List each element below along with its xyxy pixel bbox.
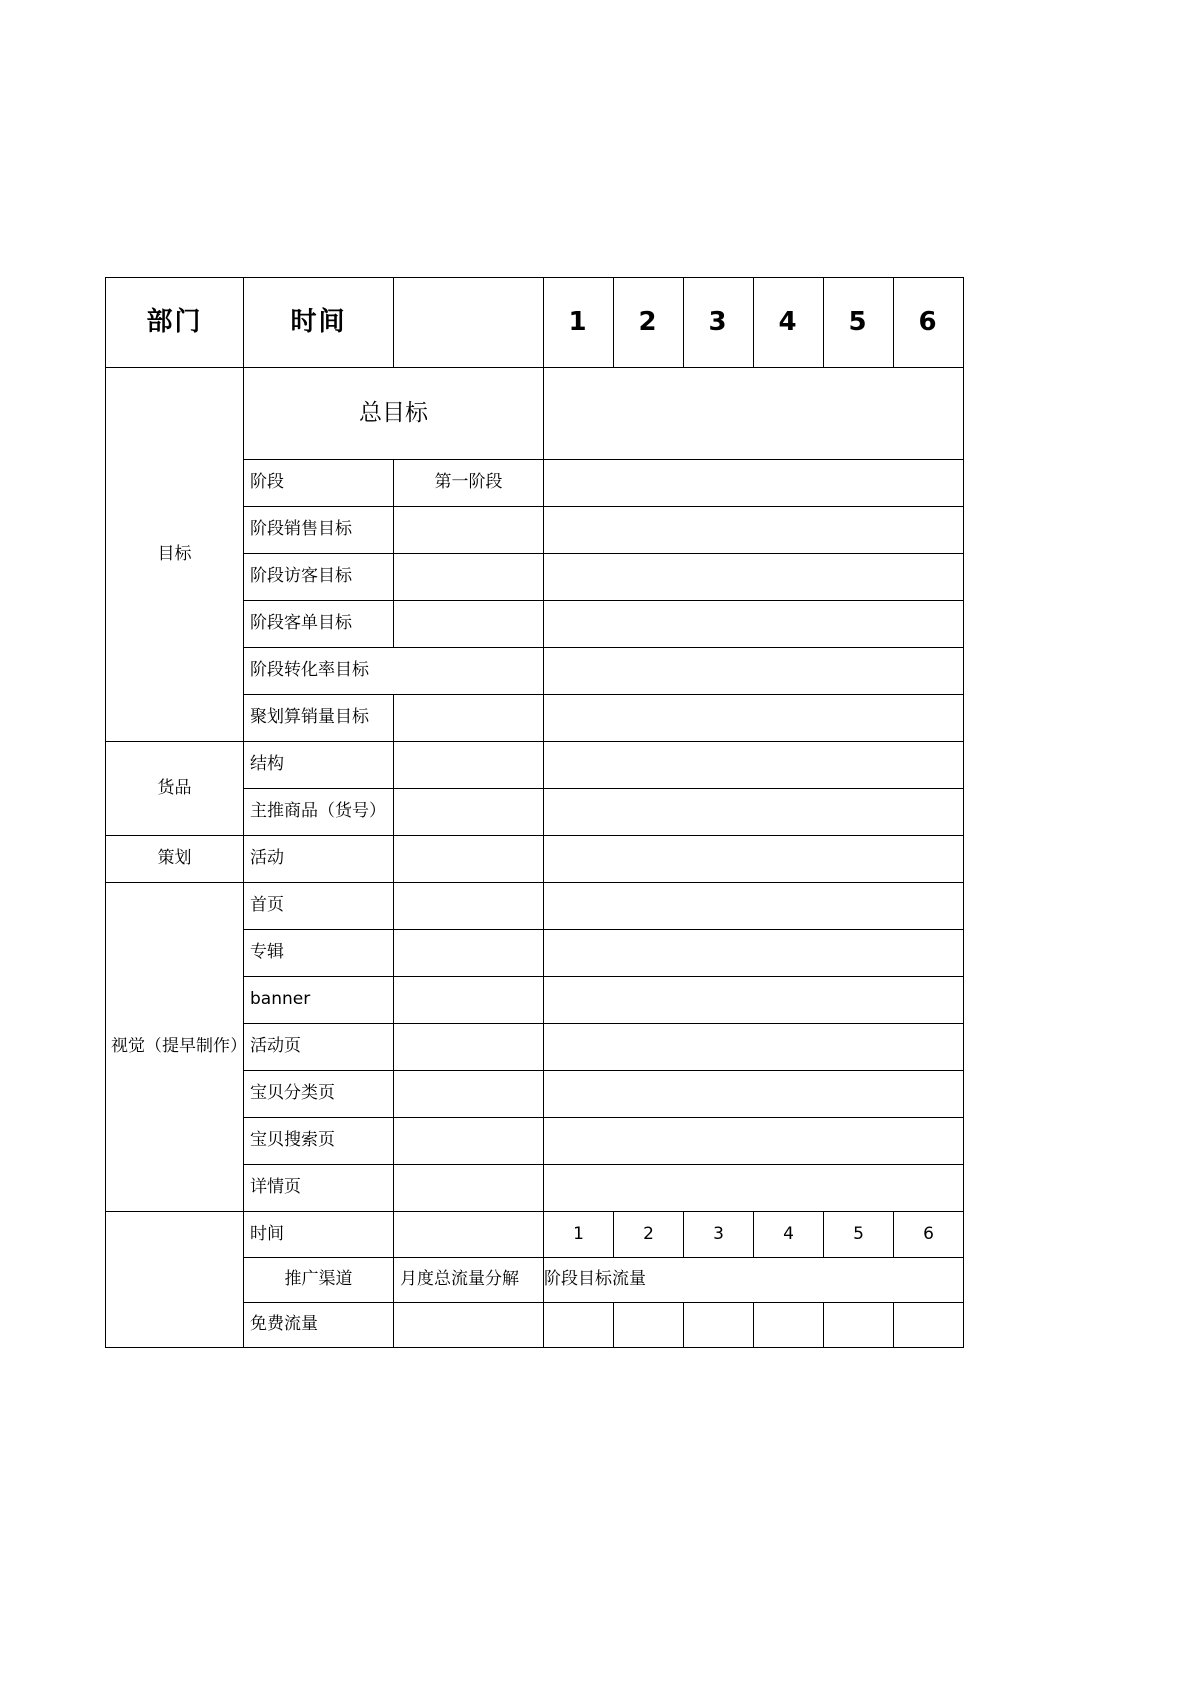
row-label-stage-sales-goal: 阶段销售目标 bbox=[250, 519, 352, 540]
row-label-cell bbox=[244, 460, 394, 507]
row-span-cell[interactable] bbox=[544, 601, 964, 648]
header-cell-month-6 bbox=[894, 278, 964, 368]
row-value-cell[interactable] bbox=[394, 789, 544, 836]
row-value-cell[interactable] bbox=[394, 1212, 544, 1258]
row-value-cell[interactable] bbox=[394, 1303, 544, 1348]
header-label-time: 时间 bbox=[290, 306, 347, 337]
row-label-cell bbox=[244, 742, 394, 789]
promo-month-cell-3[interactable] bbox=[684, 1212, 754, 1258]
header-label-month-2: 2 bbox=[638, 306, 659, 337]
stage-target-traffic-cell[interactable] bbox=[544, 1258, 964, 1303]
row-value-cell[interactable] bbox=[394, 1024, 544, 1071]
row-label-stage: 阶段 bbox=[250, 472, 284, 493]
row-label-album: 专辑 bbox=[250, 942, 284, 963]
row-span-cell[interactable] bbox=[544, 742, 964, 789]
table-row bbox=[106, 883, 964, 930]
header-cell-month-2 bbox=[614, 278, 684, 368]
row-label-stage-aov-goal: 阶段客单目标 bbox=[250, 613, 352, 634]
header-label-month-1: 1 bbox=[568, 306, 589, 337]
row-value-cell[interactable] bbox=[394, 883, 544, 930]
group-cell-planning bbox=[106, 836, 244, 883]
promo-month-label-1: 1 bbox=[573, 1223, 584, 1244]
header-cell-month-3 bbox=[684, 278, 754, 368]
promo-month-cell-6[interactable] bbox=[894, 1212, 964, 1258]
row-label-cell bbox=[244, 554, 394, 601]
table-header-row bbox=[106, 278, 964, 368]
row-span-cell[interactable] bbox=[544, 836, 964, 883]
row-label-free-traffic: 免费流量 bbox=[250, 1314, 318, 1335]
row-value-stage: 第一阶段 bbox=[434, 472, 503, 493]
header-cell-blank bbox=[394, 278, 544, 368]
row-label-cell bbox=[244, 1303, 394, 1348]
promo-month-label-2: 2 bbox=[643, 1223, 654, 1244]
group-cell-visual bbox=[106, 883, 247, 1212]
row-value-cell[interactable] bbox=[394, 695, 544, 742]
overall-goal-label: 总目标 bbox=[359, 400, 428, 427]
row-label-cell bbox=[244, 1118, 394, 1165]
promo-month-label-3: 3 bbox=[713, 1223, 724, 1244]
group-label-goal: 目标 bbox=[157, 543, 192, 564]
row-label-cell bbox=[244, 789, 394, 836]
row-label-product-search-page: 宝贝搜索页 bbox=[250, 1130, 335, 1151]
group-cell-goods bbox=[106, 742, 244, 836]
row-label-banner: banner bbox=[250, 989, 311, 1010]
overall-goal-row bbox=[106, 368, 964, 460]
row-label-homepage: 首页 bbox=[250, 895, 284, 916]
overall-goal-value-cell[interactable] bbox=[544, 368, 964, 460]
row-label-cell bbox=[244, 1165, 394, 1212]
free-traffic-month-cell-6[interactable] bbox=[894, 1303, 964, 1348]
plan-table bbox=[105, 277, 964, 1348]
stage-target-traffic-label: 阶段目标流量 bbox=[544, 1269, 646, 1290]
promo-month-label-4: 4 bbox=[783, 1223, 794, 1244]
row-label-stage-visitor-goal: 阶段访客目标 bbox=[250, 566, 352, 587]
group-label-goods: 货品 bbox=[157, 777, 192, 798]
row-value-cell[interactable] bbox=[394, 930, 544, 977]
spreadsheet-grid bbox=[105, 277, 963, 1348]
row-label-cell bbox=[244, 883, 394, 930]
row-span-cell[interactable] bbox=[544, 1118, 964, 1165]
header-cell-month-1 bbox=[544, 278, 614, 368]
row-value-cell[interactable] bbox=[394, 1071, 544, 1118]
promo-month-cell-1[interactable] bbox=[544, 1212, 614, 1258]
promo-month-cell-2[interactable] bbox=[614, 1212, 684, 1258]
group-cell-goal bbox=[106, 368, 244, 742]
free-traffic-month-cell-3[interactable] bbox=[684, 1303, 754, 1348]
header-cell-month-5 bbox=[824, 278, 894, 368]
row-label-stage-conversion-goal: 阶段转化率目标 bbox=[250, 660, 369, 681]
row-label-campaign-page: 活动页 bbox=[250, 1036, 301, 1057]
row-value-cell[interactable] bbox=[394, 1118, 544, 1165]
promo-month-label-5: 5 bbox=[853, 1223, 864, 1244]
header-label-month-4: 4 bbox=[778, 306, 799, 337]
row-label-cell bbox=[244, 930, 394, 977]
row-span-cell[interactable] bbox=[544, 695, 964, 742]
header-label-month-5: 5 bbox=[848, 306, 869, 337]
group-label-visual: 视觉（提早制作） bbox=[111, 1037, 247, 1057]
row-span-cell[interactable] bbox=[544, 977, 964, 1024]
header-label-month-3: 3 bbox=[708, 306, 729, 337]
row-value-cell[interactable] bbox=[394, 742, 544, 789]
row-value-cell[interactable] bbox=[394, 836, 544, 883]
group-label-planning: 策划 bbox=[157, 848, 192, 869]
row-span-cell[interactable] bbox=[544, 507, 964, 554]
free-traffic-month-cell-2[interactable] bbox=[614, 1303, 684, 1348]
free-traffic-month-cell-1[interactable] bbox=[544, 1303, 614, 1348]
row-label-cell bbox=[244, 601, 394, 648]
header-label-month-6: 6 bbox=[918, 306, 939, 337]
free-traffic-month-cell-4[interactable] bbox=[754, 1303, 824, 1348]
header-cell-time bbox=[244, 278, 394, 368]
row-label-cell bbox=[244, 507, 394, 554]
promo-month-cell-4[interactable] bbox=[754, 1212, 824, 1258]
header-label-dept: 部门 bbox=[146, 306, 203, 337]
table-row bbox=[106, 742, 964, 789]
row-label-detail-page: 详情页 bbox=[250, 1177, 301, 1198]
row-label-cell bbox=[244, 1024, 394, 1071]
overall-goal-label-cell bbox=[244, 368, 544, 460]
row-label-monthly-traffic-breakdown: 月度总流量分解 bbox=[400, 1269, 519, 1290]
row-label-promotion-time: 时间 bbox=[250, 1223, 284, 1244]
row-value-cell[interactable] bbox=[394, 601, 544, 648]
table-row bbox=[106, 836, 964, 883]
free-traffic-month-cell-5[interactable] bbox=[824, 1303, 894, 1348]
row-span-cell[interactable] bbox=[544, 554, 964, 601]
group-cell-promotion bbox=[106, 1212, 244, 1348]
row-label-product-category-page: 宝贝分类页 bbox=[250, 1083, 335, 1104]
row-value-cell[interactable] bbox=[394, 554, 544, 601]
header-cell-dept bbox=[106, 278, 244, 368]
row-span-cell[interactable] bbox=[544, 460, 964, 507]
row-label-structure: 结构 bbox=[250, 754, 284, 775]
row-label-campaign: 活动 bbox=[250, 848, 284, 869]
row-value-cell[interactable] bbox=[394, 460, 544, 507]
row-span-cell[interactable] bbox=[544, 1024, 964, 1071]
header-cell-month-4 bbox=[754, 278, 824, 368]
row-span-cell[interactable] bbox=[544, 930, 964, 977]
promotion-time-row bbox=[106, 1212, 964, 1258]
row-span-cell[interactable] bbox=[544, 883, 964, 930]
row-value-cell[interactable] bbox=[394, 1165, 544, 1212]
row-label-cell bbox=[244, 1071, 394, 1118]
row-value-cell[interactable] bbox=[394, 507, 544, 554]
promo-month-cell-5[interactable] bbox=[824, 1212, 894, 1258]
row-label-cell bbox=[244, 648, 544, 695]
row-span-cell[interactable] bbox=[544, 648, 964, 695]
row-label-promotion-channel: 推广渠道 bbox=[284, 1269, 353, 1290]
row-label-cell bbox=[244, 695, 394, 742]
row-value-cell[interactable] bbox=[394, 977, 544, 1024]
row-label-main-product: 主推商品（货号） bbox=[250, 801, 386, 822]
row-label-cell bbox=[244, 836, 394, 883]
row-span-cell[interactable] bbox=[544, 789, 964, 836]
row-span-cell[interactable] bbox=[544, 1071, 964, 1118]
row-span-cell[interactable] bbox=[544, 1165, 964, 1212]
row-label-juhuasuan-volume-goal: 聚划算销量目标 bbox=[250, 707, 369, 728]
row-label-cell bbox=[244, 977, 394, 1024]
row-label-cell bbox=[244, 1212, 394, 1258]
row-label-cell bbox=[244, 1258, 394, 1303]
promo-month-label-6: 6 bbox=[923, 1223, 934, 1244]
row-value-cell bbox=[394, 1258, 544, 1303]
